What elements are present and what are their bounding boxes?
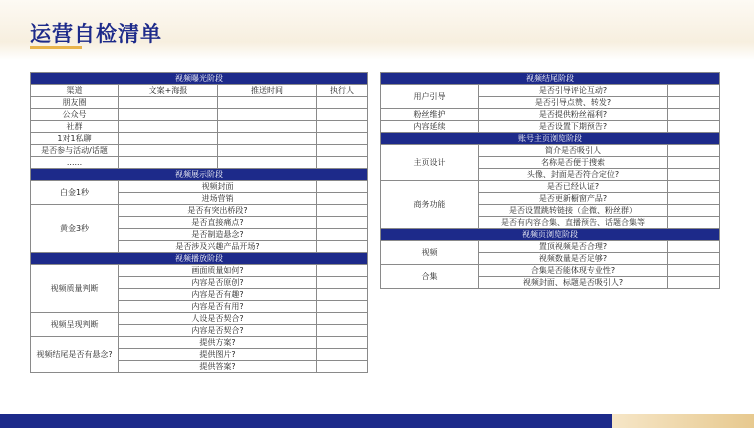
check-item: 视频封面 [119, 181, 317, 193]
check-item: 是否有突出桥段? [119, 205, 317, 217]
table-row [381, 181, 720, 193]
check-item: 提供方案? [119, 337, 317, 349]
table-row [381, 121, 720, 133]
group-label: 视频质量判断 [31, 265, 119, 313]
check-cell[interactable] [668, 157, 720, 169]
check-cell[interactable] [668, 241, 720, 253]
table-row [31, 181, 368, 193]
check-item: 是否设置跳转链接（企微、粉丝群） [479, 205, 668, 217]
check-cell[interactable] [668, 181, 720, 193]
check-item: 是否更新橱窗产品? [479, 193, 668, 205]
check-item: 是否提供粉丝福利? [479, 109, 668, 121]
check-cell[interactable] [317, 265, 368, 277]
table-row [31, 85, 368, 97]
check-cell[interactable] [317, 193, 368, 205]
check-cell[interactable] [317, 301, 368, 313]
check-item: 简介是否吸引人 [479, 145, 668, 157]
check-item: 画面质量如何? [119, 265, 317, 277]
channel-cell: 是否参与活动/话题 [31, 145, 119, 157]
check-item: 是否直接痛点? [119, 217, 317, 229]
check-cell[interactable] [668, 277, 720, 289]
check-item: 是否引导评论互动? [479, 85, 668, 97]
empty-cell[interactable] [317, 145, 368, 157]
title-underline [30, 46, 82, 49]
check-cell[interactable] [668, 169, 720, 181]
section-header-playback: 视频播放阶段 [31, 253, 368, 265]
column-header-channel: 渠道 [31, 85, 119, 97]
section-header-ending: 视频结尾阶段 [381, 73, 720, 85]
check-item: 内容是否有趣? [119, 289, 317, 301]
check-cell[interactable] [668, 145, 720, 157]
channel-cell: 朋友圈 [31, 97, 119, 109]
check-cell[interactable] [317, 277, 368, 289]
empty-cell[interactable] [218, 157, 317, 169]
check-cell[interactable] [317, 289, 368, 301]
empty-cell[interactable] [317, 97, 368, 109]
check-item: 是否设置下期预告? [479, 121, 668, 133]
check-cell[interactable] [668, 217, 720, 229]
empty-cell[interactable] [218, 133, 317, 145]
table-row [31, 265, 368, 277]
group-label: 主页设计 [381, 145, 479, 181]
table-row [381, 85, 720, 97]
check-cell[interactable] [317, 241, 368, 253]
check-item: 视频数量是否足够? [479, 253, 668, 265]
left-checklist-table [30, 72, 368, 373]
channel-cell: 1对1私聊 [31, 133, 119, 145]
group-label: 视频呈现判断 [31, 313, 119, 337]
check-item: 是否制造悬念? [119, 229, 317, 241]
check-cell[interactable] [668, 265, 720, 277]
table-row [31, 313, 368, 325]
check-item: 是否引导点赞、转发? [479, 97, 668, 109]
check-item: 提供答案? [119, 361, 317, 373]
table-row [31, 121, 368, 133]
group-label: 粉丝维护 [381, 109, 479, 121]
check-item: 内容是否契合? [119, 325, 317, 337]
empty-cell[interactable] [317, 157, 368, 169]
table-row [31, 97, 368, 109]
channel-cell: ...... [31, 157, 119, 169]
column-header-push-time: 推送时间 [218, 85, 317, 97]
column-header-executor: 执行人 [317, 85, 368, 97]
footer-bar-navy [0, 414, 612, 428]
group-label: 视频 [381, 241, 479, 265]
empty-cell[interactable] [119, 121, 218, 133]
empty-cell[interactable] [119, 109, 218, 121]
table-row [31, 157, 368, 169]
table-row [31, 133, 368, 145]
empty-cell[interactable] [119, 133, 218, 145]
check-item: 人设是否契合? [119, 313, 317, 325]
table-row [31, 145, 368, 157]
group-label: 内容延续 [381, 121, 479, 133]
check-cell[interactable] [317, 325, 368, 337]
check-cell[interactable] [668, 193, 720, 205]
group-label: 商务功能 [381, 181, 479, 229]
section-header-exposure: 视频曝光阶段 [31, 73, 368, 85]
check-item: 名称是否便于搜索 [479, 157, 668, 169]
table-row [381, 241, 720, 253]
check-cell[interactable] [668, 121, 720, 133]
table-row [31, 205, 368, 217]
table-row [381, 265, 720, 277]
empty-cell[interactable] [218, 121, 317, 133]
check-item: 进场营销 [119, 193, 317, 205]
check-item: 内容是否有用? [119, 301, 317, 313]
check-item: 是否已经认证? [479, 181, 668, 193]
check-item: 提供图片? [119, 349, 317, 361]
check-cell[interactable] [317, 337, 368, 349]
empty-cell[interactable] [317, 133, 368, 145]
group-label: 白金1秒 [31, 181, 119, 205]
group-label: 视频结尾是否有悬念? [31, 337, 119, 373]
check-cell[interactable] [668, 205, 720, 217]
group-label: 黄金3秒 [31, 205, 119, 253]
table-row [381, 145, 720, 157]
empty-cell[interactable] [119, 157, 218, 169]
empty-cell[interactable] [218, 109, 317, 121]
section-header-display: 视频展示阶段 [31, 169, 368, 181]
empty-cell[interactable] [119, 145, 218, 157]
channel-cell: 社群 [31, 121, 119, 133]
check-cell[interactable] [317, 217, 368, 229]
empty-cell[interactable] [317, 109, 368, 121]
check-cell[interactable] [317, 313, 368, 325]
group-label: 合集 [381, 265, 479, 289]
check-cell[interactable] [668, 85, 720, 97]
check-item: 是否涉及兴趣产品开场? [119, 241, 317, 253]
check-item: 是否有内容合集、直播预告、话题合集等 [479, 217, 668, 229]
right-checklist-table [380, 72, 720, 289]
check-cell[interactable] [668, 109, 720, 121]
check-cell[interactable] [317, 361, 368, 373]
column-header-copy-poster: 文案+海报 [119, 85, 218, 97]
check-item: 合集是否能体现专业性? [479, 265, 668, 277]
table-row [381, 109, 720, 121]
table-row [31, 109, 368, 121]
check-cell[interactable] [317, 181, 368, 193]
check-cell[interactable] [668, 97, 720, 109]
check-cell[interactable] [317, 229, 368, 241]
check-item: 置顶视频是否合理? [479, 241, 668, 253]
empty-cell[interactable] [119, 97, 218, 109]
section-header-homepage: 账号主页浏览阶段 [381, 133, 720, 145]
empty-cell[interactable] [317, 121, 368, 133]
page-title: 运营自检清单 [30, 22, 162, 46]
group-label: 用户引导 [381, 85, 479, 109]
footer-bar-gold [612, 414, 754, 428]
empty-cell[interactable] [218, 145, 317, 157]
check-item: 头像、封面是否符合定位? [479, 169, 668, 181]
check-cell[interactable] [668, 253, 720, 265]
check-cell[interactable] [317, 349, 368, 361]
section-header-pagebrowse: 视频页浏览阶段 [381, 229, 720, 241]
check-cell[interactable] [317, 205, 368, 217]
channel-cell: 公众号 [31, 109, 119, 121]
check-item: 内容是否原创? [119, 277, 317, 289]
check-item: 视频封面、标题是否吸引人? [479, 277, 668, 289]
empty-cell[interactable] [218, 97, 317, 109]
table-row [31, 337, 368, 349]
